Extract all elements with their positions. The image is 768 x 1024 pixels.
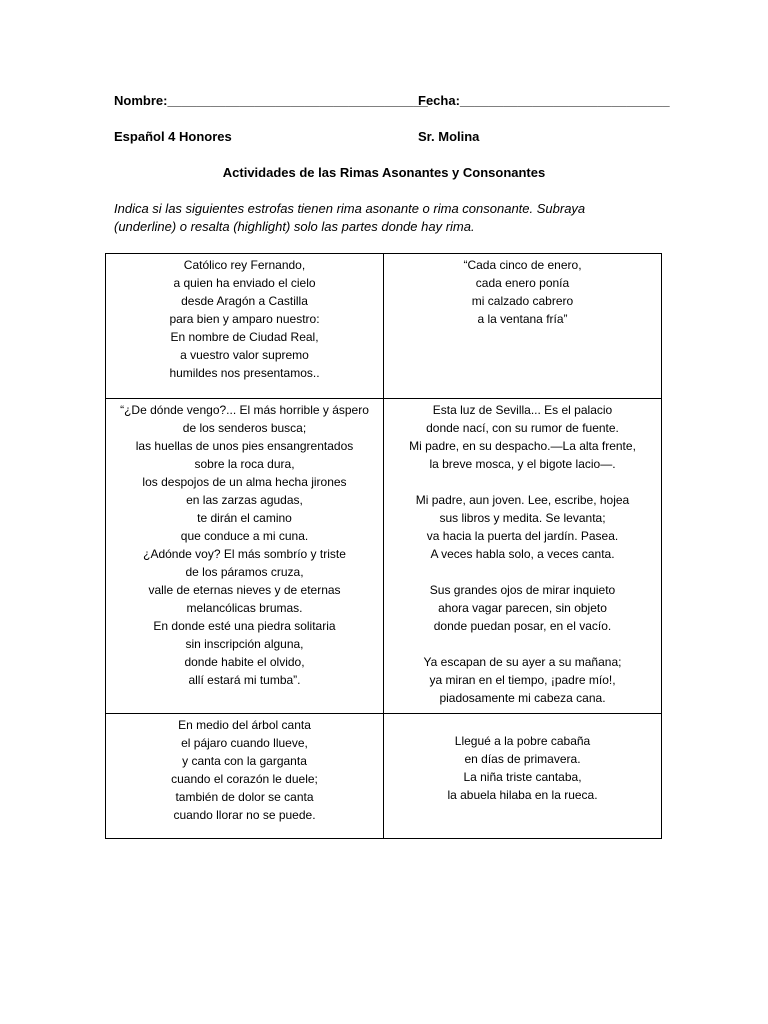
poem-line: A veces habla solo, a veces canta. [430,547,615,561]
poem-line: Mi padre, en su despacho.—La alta frente, [409,439,636,453]
poem-line: Ya escapan de su ayer a su mañana; [423,655,622,669]
poem-line: la breve mosca, y el bigote lacio—. [429,457,616,471]
poem-line: La niña triste cantaba, [463,770,582,784]
poem-line: cada enero ponía [475,276,570,290]
stanza [388,581,657,635]
table-row [106,714,662,839]
poem-line: ahora vagar parecen, sin objeto [438,601,607,615]
stanza [110,256,379,382]
fecha-field[interactable]: Fecha:_____________________________ [418,93,670,108]
poem-line: humildes nos presentamos.. [169,366,320,380]
poem-cell-5[interactable] [106,714,384,839]
poem-cell-2[interactable] [384,254,662,399]
poem-cell-4[interactable] [384,399,662,714]
poem-cell-3[interactable] [106,399,384,714]
poem-line: a la ventana fría” [477,312,568,326]
poem-line: las huellas de unos pies ensangrentados [135,439,354,453]
poem-line: y canta con la garganta [182,754,307,768]
poem-line: “Cada cinco de enero, [463,258,582,272]
poem-line: de los páramos cruza, [185,565,304,579]
poem-line: En medio del árbol canta [178,718,311,732]
poem-line: la abuela hilaba en la rueca. [447,788,598,802]
poem-line: “¿De dónde vengo?... El más horrible y áspero [120,403,369,417]
poem-line: donde puedan posar, en el vacío. [433,619,612,633]
poem-line: los despojos de un alma hecha jirones [142,475,347,489]
poem-line: para bien y amparo nuestro: [169,312,320,326]
poem-line: mi calzado cabrero [471,294,574,308]
poem-line: allí estará mi tumba”. [188,673,301,687]
poem-line: de los senderos busca; [182,421,307,435]
poem-line: ¿Adónde voy? El más sombrío y triste [143,547,346,561]
poem-line: el pájaro cuando llueve, [181,736,308,750]
stanza [388,653,657,707]
poem-line: en días de primavera. [464,752,581,766]
poem-line: ya miran en el tiempo, ¡padre mío!, [429,673,616,687]
poem-line: sus libros y medita. Se levanta; [439,511,606,525]
poem-cell-1[interactable] [106,254,384,399]
poem-line: donde nací, con su rumor de fuente. [426,421,619,435]
poem-line: también de dolor se canta [175,790,314,804]
stanza [110,716,379,824]
poem-line: Llegué a la pobre cabaña [454,734,591,748]
poem-line: En nombre de Ciudad Real, [170,330,319,344]
table-row [106,399,662,714]
poem-line: que conduce a mi cuna. [180,529,309,543]
poems-table [105,253,662,839]
poem-line: donde habite el olvido, [184,655,305,669]
worksheet-title: Actividades de las Rimas Asonantes y Consonantes [222,165,546,180]
stanza [388,401,657,473]
poem-line: piadosamente mi cabeza cana. [439,691,606,705]
poem-line: sin inscripción alguna, [185,637,304,651]
poem-line: en las zarzas agudas, [186,493,303,507]
nombre-field[interactable]: Nombre:____________________________________ [114,93,428,108]
teacher-name: Sr. Molina [418,129,480,144]
instructions-text: Indica si las siguientes estrofas tienen rima asonante o rima consonante. Subraya (underline) o resalta (highlight) solo las partes donde hay rima. [114,201,586,234]
stanza [388,732,657,804]
poem-line: Católico rey Fernando, [183,258,306,272]
poem-line: valle de eternas nieves y de eternas [148,583,341,597]
poem-line: Sus grandes ojos de mirar inquieto [429,583,616,597]
stanza [110,401,379,689]
poem-line: va hacia la puerta del jardín. Pasea. [426,529,619,543]
poem-line: sobre la roca dura, [194,457,295,471]
poem-line: melancólicas brumas. [186,601,303,615]
poem-line: desde Aragón a Castilla [181,294,308,308]
course-name: Español 4 Honores [114,129,232,144]
poem-line: a quien ha enviado el cielo [173,276,316,290]
poem-line: En donde esté una piedra solitaria [153,619,336,633]
poem-line: Esta luz de Sevilla... Es el palacio [432,403,613,417]
poem-line: cuando llorar no se puede. [173,808,316,822]
poem-cell-6[interactable] [384,714,662,839]
poem-line: Mi padre, aun joven. Lee, escribe, hojea [415,493,630,507]
stanza [388,491,657,563]
table-row [106,254,662,399]
poem-line: te dirán el camino [197,511,292,525]
stanza [388,256,657,328]
poem-line: a vuestro valor supremo [180,348,309,362]
poem-line: cuando el corazón le duele; [171,772,318,786]
